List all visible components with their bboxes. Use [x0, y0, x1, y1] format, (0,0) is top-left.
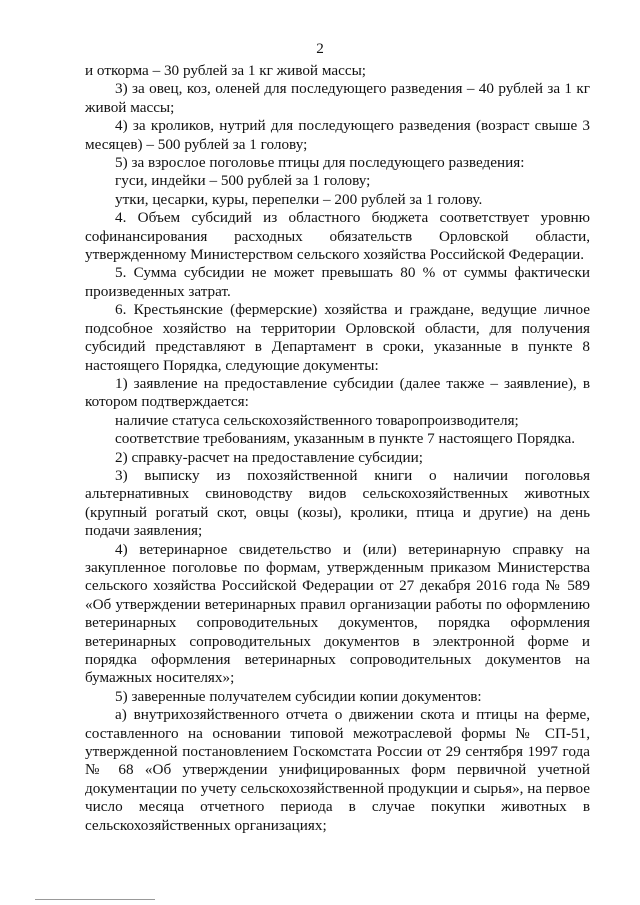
paragraph: соответствие требованиям, указанным в пункте 7 настоящего Порядка. [115, 430, 576, 448]
paragraph: гуси, индейки – 500 рублей за 1 голову; [115, 172, 371, 190]
paragraph: 2) справку-расчет на предоставление субсидии; [115, 448, 423, 466]
paragraph: наличие статуса сельскохозяйственного товаропроизводителя; [115, 411, 519, 429]
footer-divider [35, 899, 155, 900]
paragraph: 4) за кроликов, нутрий для последующего разведения (возраст свыше 3 месяцев) – 500 рублей за 1 голову; [85, 117, 590, 153]
paragraph: 3) за овец, коз, оленей для последующего разведения – 40 рублей за 1 кг живой массы; [85, 80, 590, 116]
page-number: 2 [316, 40, 324, 57]
paragraph: и откорма – 30 рублей за 1 кг живой массы; [85, 62, 367, 79]
paragraph: 5) заверенные получателем субсидии копии документов: [115, 687, 482, 705]
paragraph: 3) выписку из похозяйственной книги о наличии поголовья альтернативных свиноводству видов сельскохозяйственных животных (крупный рогатый скот, овцы (козы), кролики, птица и другие) на день подачи заявления; [85, 466, 590, 540]
paragraph: а) внутрихозяйственного отчета о движении скота и птицы на ферме, составленного на основании типовой межотраслевой формы № СП-51, утвержденной постановлением Госкомстата России от 29 сентября 1997 года № 68 «Об утверждении унифицированных форм первичной учетной документации по учету сельскохозяйственной продукции и сырья», на первое число месяца отчетного периода в случае покупки животных в сельскохозяйственных организациях; [85, 706, 590, 834]
paragraph: 5) за взрослое поголовье птицы для последующего разведения: [115, 154, 525, 172]
paragraph: 4) ветеринарное свидетельство и (или) ветеринарную справку на закупленное поголовье по формам, утвержденным приказом Министерства сельского хозяйства Российской Федерации от 27 декабря 2016 года № 589 «Об утверждении ветеринарных правил организации работы по оформлению ветеринарных сопроводительных документов, порядка оформления ветеринарных сопроводительных документов в электронной форме и порядка оформления ветеринарных сопроводительных документов на бумажных носителях»; [85, 540, 590, 687]
paragraph: утки, цесарки, куры, перепелки – 200 рублей за 1 голову. [115, 190, 483, 208]
paragraph: 4. Объем субсидий из областного бюджета соответствует уровню софинансирования расходных обязательств Орловской области, утвержденному Министерством сельского хозяйства Российской Федерации. [85, 209, 590, 264]
paragraph: 5. Сумма субсидии не может превышать 80 % от суммы фактически произведенных затрат. [85, 264, 590, 300]
paragraph: 6. Крестьянские (фермерские) хозяйства и граждане, ведущие личное подсобное хозяйство на территории Орловской области, для получения субсидий представляют в Департамент в сроки, указанные в пункте 8 настоящего Порядка, следующие документы: [85, 301, 590, 374]
document-body [85, 62, 590, 835]
paragraph: 1) заявление на предоставление субсидии (далее также – заявление), в котором подтверждается: [85, 374, 590, 411]
